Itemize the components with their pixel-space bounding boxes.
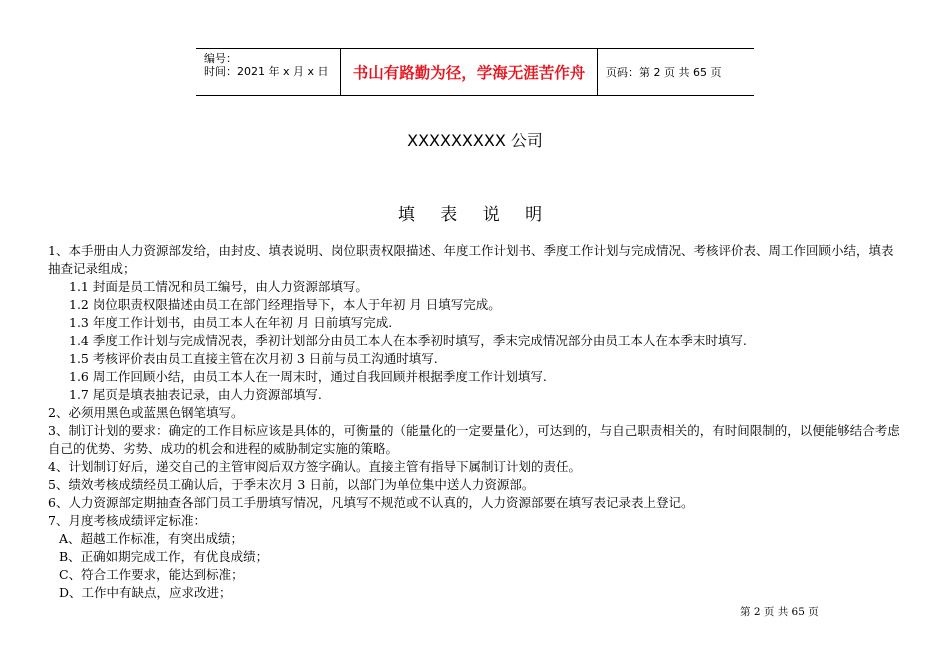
paragraph-7: 7、月度考核成绩评定标准： bbox=[48, 513, 206, 528]
paragraph-3: 3、制订计划的要求：确定的工作目标应该是具体的，可衡量的（能量化的一定要量化），可达到的，与自己职责相关的，有时间限制的，以便能够结合考虑自己的优势、劣势、成功的机会和进程的威胁制定实施的策略。 bbox=[48, 423, 900, 456]
paragraph-1-3: 1.3 年度工作计划书，由员工本人在年初 月 日前填写完成. bbox=[69, 315, 393, 330]
paragraph-1-7: 1.7 尾页是填表抽表记录，由人力资源部填写. bbox=[69, 387, 322, 402]
header-motto: 书山有路勤为径，学海无涯苦作舟 bbox=[340, 49, 598, 95]
paragraph-1-5: 1.5 考核评价表由员工直接主管在次月初 3 日前与员工沟通时填写. bbox=[69, 351, 438, 366]
page-footer: 第 2 页 共 65 页 bbox=[740, 606, 819, 618]
paragraph-2: 2、必须用黑色或蓝黑色钢笔填写。 bbox=[48, 405, 244, 420]
header-page-number: 页码：第 2 页 共 65 页 bbox=[606, 66, 722, 79]
paragraph-6: 6、人力资源部定期抽查各部门员工手册填写情况，凡填写不规范或不认真的，人力资源部要在填写表记录表上登记。 bbox=[48, 495, 694, 510]
grade-b: B、正确如期完成工作，有优良成绩； bbox=[59, 549, 269, 564]
paragraph-1-2: 1.2 岗位职责权限描述由员工在部门经理指导下，本人于年初 月 日填写完成。 bbox=[69, 297, 501, 312]
paragraph-1: 1、本手册由人力资源部发给，由封皮、填表说明、岗位职责权限描述、年度工作计划书、季度工作计划与完成情况、考核评价表、周工作回顾小结，填表抽查记录组成； bbox=[48, 243, 894, 276]
paragraph-5: 5、绩效考核成绩经员工确认后，于季末次月 3 日前，以部门为单位集中送人力资源部。 bbox=[48, 477, 535, 492]
number-label: 编号： bbox=[204, 52, 237, 65]
document-body bbox=[48, 242, 904, 602]
time-text: 时间：2021 年 x 月 x 日 bbox=[204, 65, 329, 78]
page-header bbox=[196, 48, 754, 96]
grade-c: C、符合工作要求，能达到标准； bbox=[59, 567, 244, 582]
paragraph-4: 4、计划制订好后，递交自己的主管审阅后双方签字确认。直接主管有指导下属制订计划的责任。 bbox=[48, 459, 581, 474]
page-title: 填 表 说 明 bbox=[397, 205, 553, 225]
grade-d: D、工作中有缺点，应求改进； bbox=[59, 585, 232, 600]
paragraph-1-4: 1.4 季度工作计划与完成情况表，季初计划部分由员工本人在本季初时填写，季末完成情况部分由员工本人在本季末时填写. bbox=[69, 333, 747, 348]
company-name: XXXXXXXXX 公司 bbox=[407, 131, 543, 150]
paragraph-1-6: 1.6 周工作回顾小结，由员工本人在一周末时，通过自我回顾并根据季度工作计划填写. bbox=[69, 369, 547, 384]
paragraph-1-1: 1.1 封面是员工情况和员工编号，由人力资源部填写。 bbox=[69, 279, 368, 294]
header-meta bbox=[196, 49, 340, 95]
grade-a: A、超越工作标准，有突出成绩； bbox=[59, 531, 244, 546]
